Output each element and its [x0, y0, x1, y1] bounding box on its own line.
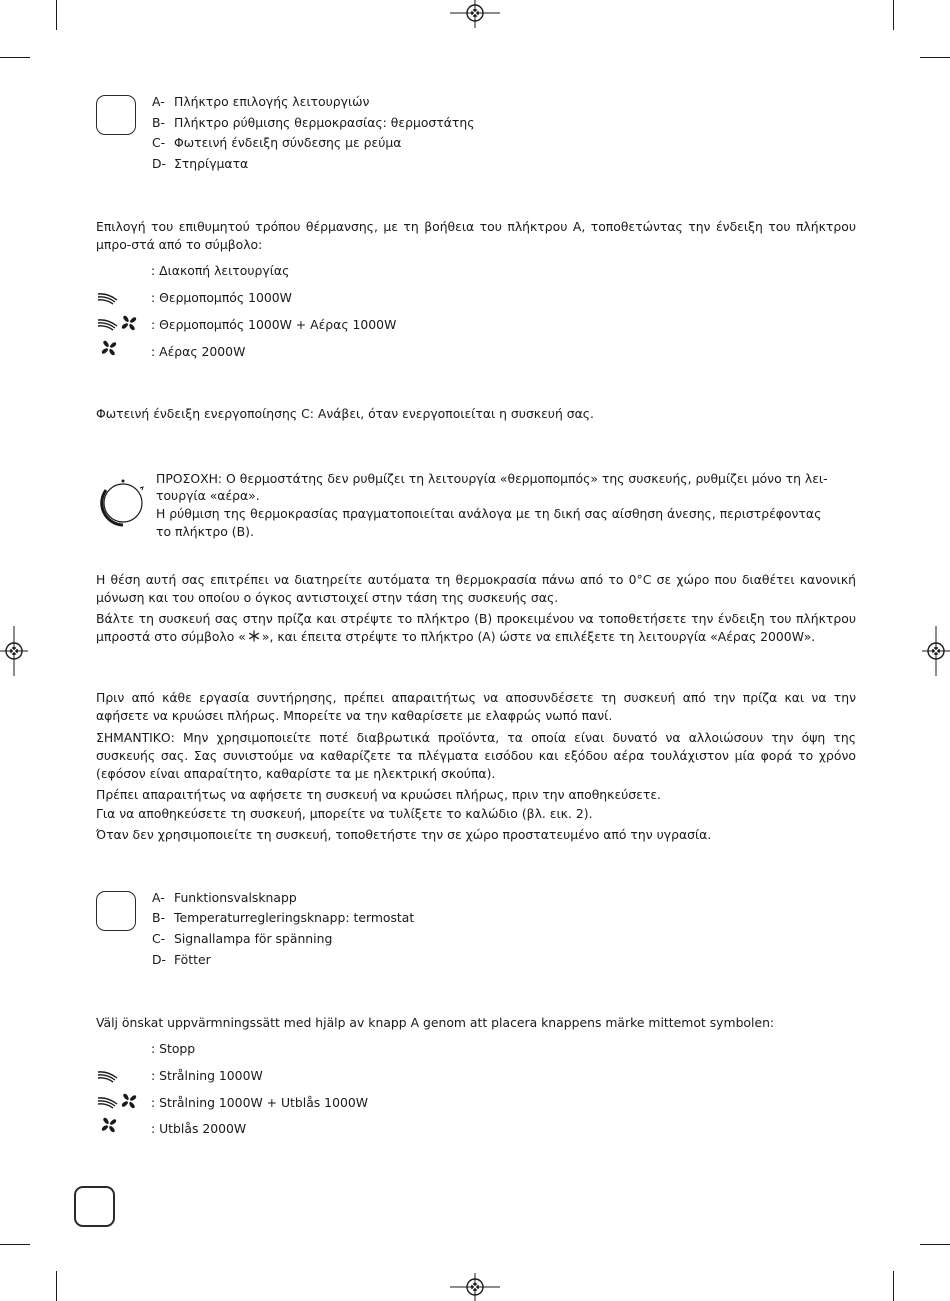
fan-icon [100, 339, 118, 357]
mode-item: : Strålning 1000W [151, 1068, 263, 1083]
mode-item: : Θερμοπομπός 1000W [151, 290, 292, 305]
mode-selection-intro: Επιλογή του επιθυμητού τρόπου θέρμανσης, με τη βοήθεια του πλήκτρου A, τοποθετώντας την ένδειξη του πλήκτρου μπρο-στά από το σύμβολο: [96, 219, 856, 252]
thermostat-note: τουργία «αέρα». [156, 488, 260, 503]
thermostat-dial-icon [96, 476, 148, 528]
mode-item: : Stopp [151, 1041, 196, 1056]
section-box [96, 95, 136, 135]
fan-icon [100, 1116, 118, 1134]
fan-icon [120, 314, 138, 332]
maintenance-paragraph: Όταν δεν χρησιμοποιείτε τη συσκευή, τοποθετήστε την σε χώρο προστατευμένο από την υγρασία. [96, 827, 712, 842]
section-box [96, 891, 136, 931]
indicator-text: Φωτεινή ένδειξη ενεργοποίησης C: Ανάβει, όταν ενεργοποιείται η συσκευή σας. [96, 406, 594, 421]
legend-item: A- Funktionsvalsknapp [152, 890, 297, 905]
frost-icon [248, 630, 260, 642]
maintenance-paragraph: Για να αποθηκεύσετε τη συσκευή, μπορείτε να τυλίξετε το καλώδιο (βλ. εικ. 2). [96, 806, 593, 821]
mode-item: : Αέρας 2000W [151, 344, 246, 359]
registration-target-icon [450, 1273, 500, 1301]
mode-item: : Διακοπή λειτουργίας [151, 263, 290, 278]
legend-item: B- Temperaturregleringsknapp: termostat [152, 910, 415, 925]
legend-item: A- Πλήκτρο επιλογής λειτουργιών [152, 94, 370, 109]
legend-item: D- Στηρίγματα [152, 156, 249, 171]
mode-item: : Utblås 2000W [151, 1121, 247, 1136]
radiant-heat-icon [96, 316, 120, 334]
legend-item: C- Φωτεινή ένδειξη σύνδεσης με ρεύμα [152, 135, 402, 150]
maintenance-paragraph: Πρέπει απαραιτήτως να αφήσετε τη συσκευή να κρυώσει πλήρως, πριν την αποθηκεύσετε. [96, 787, 661, 802]
mode-item: : Strålning 1000W + Utblås 1000W [151, 1095, 368, 1110]
mode-selection-intro: Välj önskat uppvärmningssätt med hjälp av knapp A genom att placera knappens märke mittemot symbolen: [96, 1015, 775, 1030]
frost-paragraph: Βάλτε τη συσκευή σας στην πρίζα και στρέψτε το πλήκτρο (B) προκειμένου να τοποθετήσετε την ένδειξη του πλήκτρου μπροστά στο σύμβολο « », και έπειτα στρέψτε το πλήκτρο (A) ώστε να επιλέξετε τη λειτουργία «Αέρας 2000W». [96, 611, 856, 644]
radiant-heat-icon [96, 1094, 120, 1112]
registration-target-icon [0, 626, 28, 676]
thermostat-note: Η ρύθμιση της θερμοκρασίας πραγματοποιείται ανάλογα με τη δική σας αίσθηση άνεσης, περιστρέφοντας [156, 506, 822, 521]
mode-item: : Θερμοπομπός 1000W + Αέρας 1000W [151, 317, 397, 332]
registration-target-icon [922, 626, 950, 676]
radiant-heat-icon [96, 1068, 120, 1086]
radiant-heat-icon [96, 290, 120, 308]
thermostat-note: ΠΡΟΣΟΧΗ: Ο θερμοστάτης δεν ρυθμίζει τη λειτουργία «θερμοπομπός» της συσκευής, ρυθμίζει μόνο τη λει- [156, 471, 828, 486]
registration-target-icon [450, 0, 500, 28]
maintenance-paragraph: ΣΗΜΑΝΤΙΚΟ: Μην χρησιμοποιείτε ποτέ διαβρωτικά προϊόντα, τα οποία είναι δυνατό να αλλοιώσουν την όψη της συσκευής σας. Σας συνιστούμε να καθαρίζετε τα πλέγματα εισόδου και εξόδου αέρα τουλάχιστον μία φορά το χρόνο (εφόσον είναι απαραίτητο, καθαρίστε τα με ηλεκτρική σκούπα). [96, 730, 856, 781]
frost-paragraph: Η θέση αυτή σας επιτρέπει να διατηρείτε αυτόματα τη θερμοκρασία πάνω από το 0°C σε χώρο που διαθέτει κανονική μόνωση και του οποίου ο όγκος αντιστοιχεί στην τάση της συσκευής σας. [96, 572, 856, 605]
fan-icon [120, 1092, 138, 1110]
maintenance-paragraph: Πριν από κάθε εργασία συντήρησης, πρέπει απαραιτήτως να αποσυνδέσετε τη συσκευή από την πρίζα και να την αφήσετε να κρυώσει πλήρως. Μπορείτε να την καθαρίσετε με ελαφρώς νωπό πανί. [96, 690, 856, 723]
thermostat-note: το πλήκτρο (B). [156, 524, 254, 539]
legend-item: D- Fötter [152, 952, 211, 967]
legend-item: B- Πλήκτρο ρύθμισης θερμοκρασίας: θερμοστάτης [152, 115, 475, 130]
legend-item: C- Signallampa för spänning [152, 931, 333, 946]
page-number-box [74, 1186, 115, 1227]
